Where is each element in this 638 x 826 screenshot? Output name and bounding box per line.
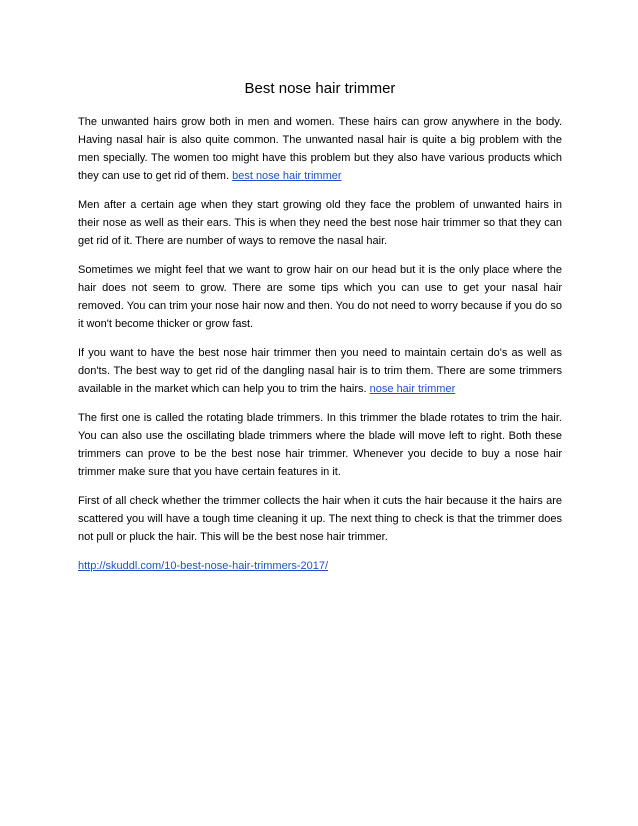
paragraph-2-text: Men after a certain age when they start growing old they face the problem of unwanted hairs in their nose as well as their ears. This is when they need the best nose hair trimmer so that they can get rid of it. There are number of ways to remove the nasal hair.	[78, 199, 562, 247]
nose-hair-trimmer-link[interactable]: nose hair trimmer	[369, 383, 456, 395]
paragraph-6	[78, 492, 562, 546]
paragraph-5	[78, 409, 562, 481]
paragraph-2	[78, 196, 562, 250]
paragraph-4-text: If you want to have the best nose hair trimmer then you need to maintain certain do's as well as don'ts. The best way to get rid of the dangling nasal hair is to trim them. There are some trimmers available in the market which can help you to trim the hairs.	[78, 347, 562, 395]
paragraph-1-text: The unwanted hairs grow both in men and women. These hairs can grow anywhere in the body. Having nasal hair is also quite common. The unwanted nasal hair is quite a big problem with the men specially. The women too might have this problem but they also have various products which they can use to get rid of them.	[78, 116, 562, 182]
paragraph-3	[78, 261, 562, 333]
document-title: Best nose hair trimmer	[244, 80, 396, 97]
footer-link-paragraph	[78, 557, 562, 575]
paragraph-1	[78, 113, 562, 185]
source-url-link[interactable]: http://skuddl.com/10-best-nose-hair-trimmers-2017/	[78, 560, 329, 572]
best-nose-hair-trimmer-link[interactable]: best nose hair trimmer	[232, 170, 342, 182]
paragraph-3-text: Sometimes we might feel that we want to grow hair on our head but it is the only place where the hair does not seem to grow. There are some tips which you can use to get your nasal hair removed. You can trim your nose hair now and then. You do not need to worry because if you do so it won't become thicker or grow fast.	[78, 264, 562, 330]
paragraph-6-text: First of all check whether the trimmer collects the hair when it cuts the hair because it the hairs are scattered you will have a tough time cleaning it up. The next thing to check is that the trimmer does not pull or pluck the hair. This will be the best nose hair trimmer.	[78, 495, 562, 543]
paragraph-5-text: The first one is called the rotating blade trimmers. In this trimmer the blade rotates to trim the hair. You can also use the oscillating blade trimmers where the blade will move left to right. Both these trimmers can prove to be the best nose hair trimmer. Whenever you decide to buy a nose hair trimmer make sure that you have certain features in it.	[78, 412, 562, 478]
document-page	[78, 80, 562, 586]
paragraph-4	[78, 344, 562, 398]
